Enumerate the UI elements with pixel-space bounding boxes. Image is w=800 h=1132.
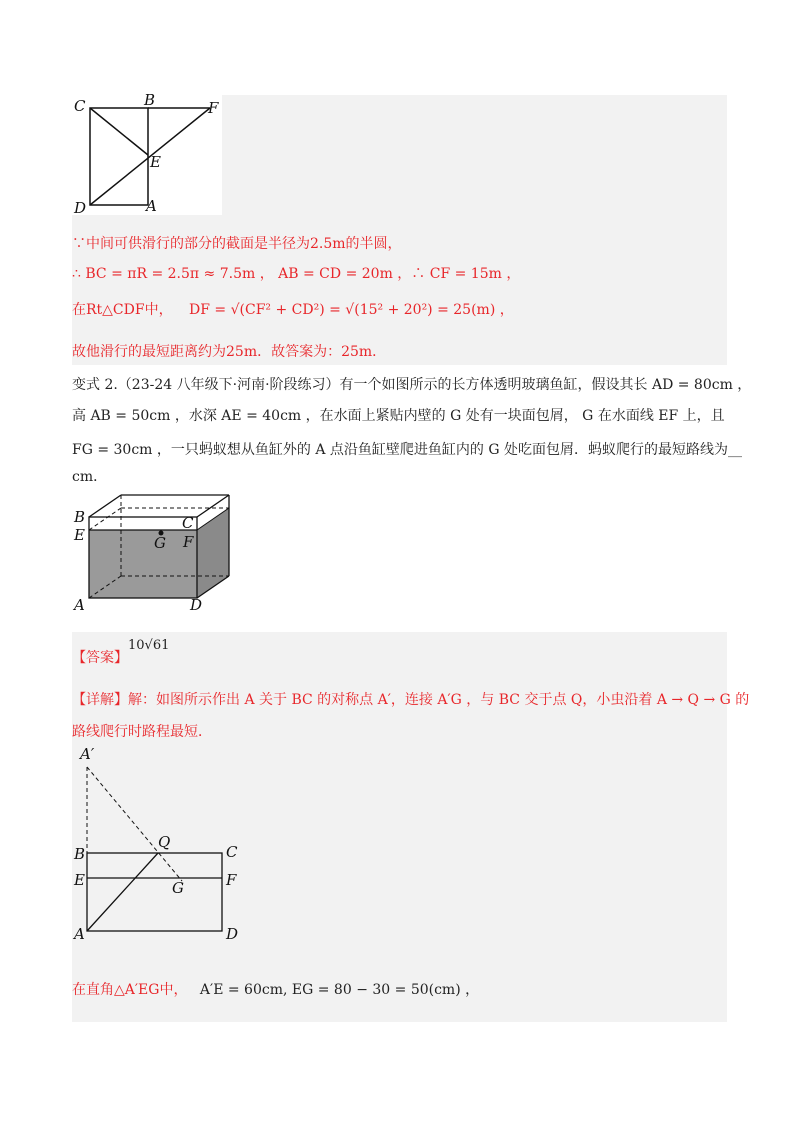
detail-text1: 解：如图所示作出 A 关于 BC 的对称点 A′，连接 A′G ，与 BC 交于点 Q，小虫沿着 A → Q → G 的 (128, 692, 750, 708)
problem-line3: FG = 30cm ，一只蚂蚁想从鱼缸外的 A 点沿鱼缸壁爬进鱼缸内的 G 处吃面包屑．蚂蚁爬行的最短路线为__ (72, 442, 743, 458)
fig1-label-F: F (208, 99, 219, 117)
fig1-label-A: A (146, 197, 157, 215)
fig3-label-C: C (226, 843, 238, 861)
problem-line1: 变式 2.（23-24 八年级下·河南·阶段练习）有一个如图所示的长方体透明玻璃鱼缸，假设其长 AD = 80cm ， (72, 377, 752, 393)
fig3-label-F: F (226, 871, 237, 889)
fig1-label-C: C (74, 97, 86, 115)
fig3-label-E: E (74, 871, 85, 889)
solution1-line1: ∵中间可供滑行的部分的截面是半径为2.5m的半圆， (72, 236, 402, 252)
solution1-line2: ∴ BC = πR = 2.5π ≈ 7.5m ， AB = CD = 20m ，∴ CF = 15m ， (72, 266, 521, 282)
answer-tag: 【答案】 (72, 650, 128, 666)
final-prefix: 在直角△A′EG中， (72, 982, 188, 998)
fig2-label-E: E (74, 526, 85, 544)
fig3-label-A: A (74, 925, 85, 943)
fig1-label-E: E (150, 153, 161, 171)
fig3-label-G: G (172, 879, 184, 897)
final-formula: A′E = 60cm, EG = 80 − 30 = 50(cm) ， (199, 982, 480, 998)
problem-line4: cm． (72, 469, 108, 485)
fig3-label-B: B (74, 845, 86, 863)
solution1-line4: 故他滑行的最短距离约为25m．故答案为：25m． (72, 344, 387, 360)
solution1-line3-formula: DF = √(CF² + CD²) = √(15² + 20²) = 25(m) ， (189, 302, 514, 318)
final-line (72, 980, 479, 1000)
figure-2-lines (72, 490, 252, 620)
fig1-label-B: B (144, 91, 156, 109)
detail-tag: 【详解】 (72, 692, 128, 708)
problem-line2: 高 AB = 50cm ，水深 AE = 40cm ，在水面上紧贴内壁的 G 处有一块面包屑， G 在水面线 EF 上，且 (72, 408, 725, 424)
fig2-label-B: B (74, 508, 86, 526)
figure-3-reflection (72, 745, 252, 950)
fig2-label-F: F (183, 533, 194, 551)
solution1-line3-prefix: 在Rt△CDF中， (72, 302, 173, 318)
fig2-label-C: C (182, 514, 194, 532)
fig1-label-D: D (74, 199, 87, 217)
figure-2-aquarium (72, 490, 252, 620)
figure-1 (72, 91, 222, 217)
fig2-label-G: G (154, 534, 166, 552)
detail-line2: 路线爬行时路程最短． (72, 724, 212, 740)
fig2-label-A: A (74, 596, 85, 614)
answer-value: 10√61 (128, 638, 170, 653)
detail-line1 (72, 690, 749, 710)
solution1-line3 (72, 300, 514, 320)
fig2-label-D: D (190, 596, 203, 614)
fig3-label-A-prime: A′ (80, 745, 95, 763)
fig3-label-D: D (226, 925, 239, 943)
fig3-label-Q: Q (158, 833, 171, 851)
